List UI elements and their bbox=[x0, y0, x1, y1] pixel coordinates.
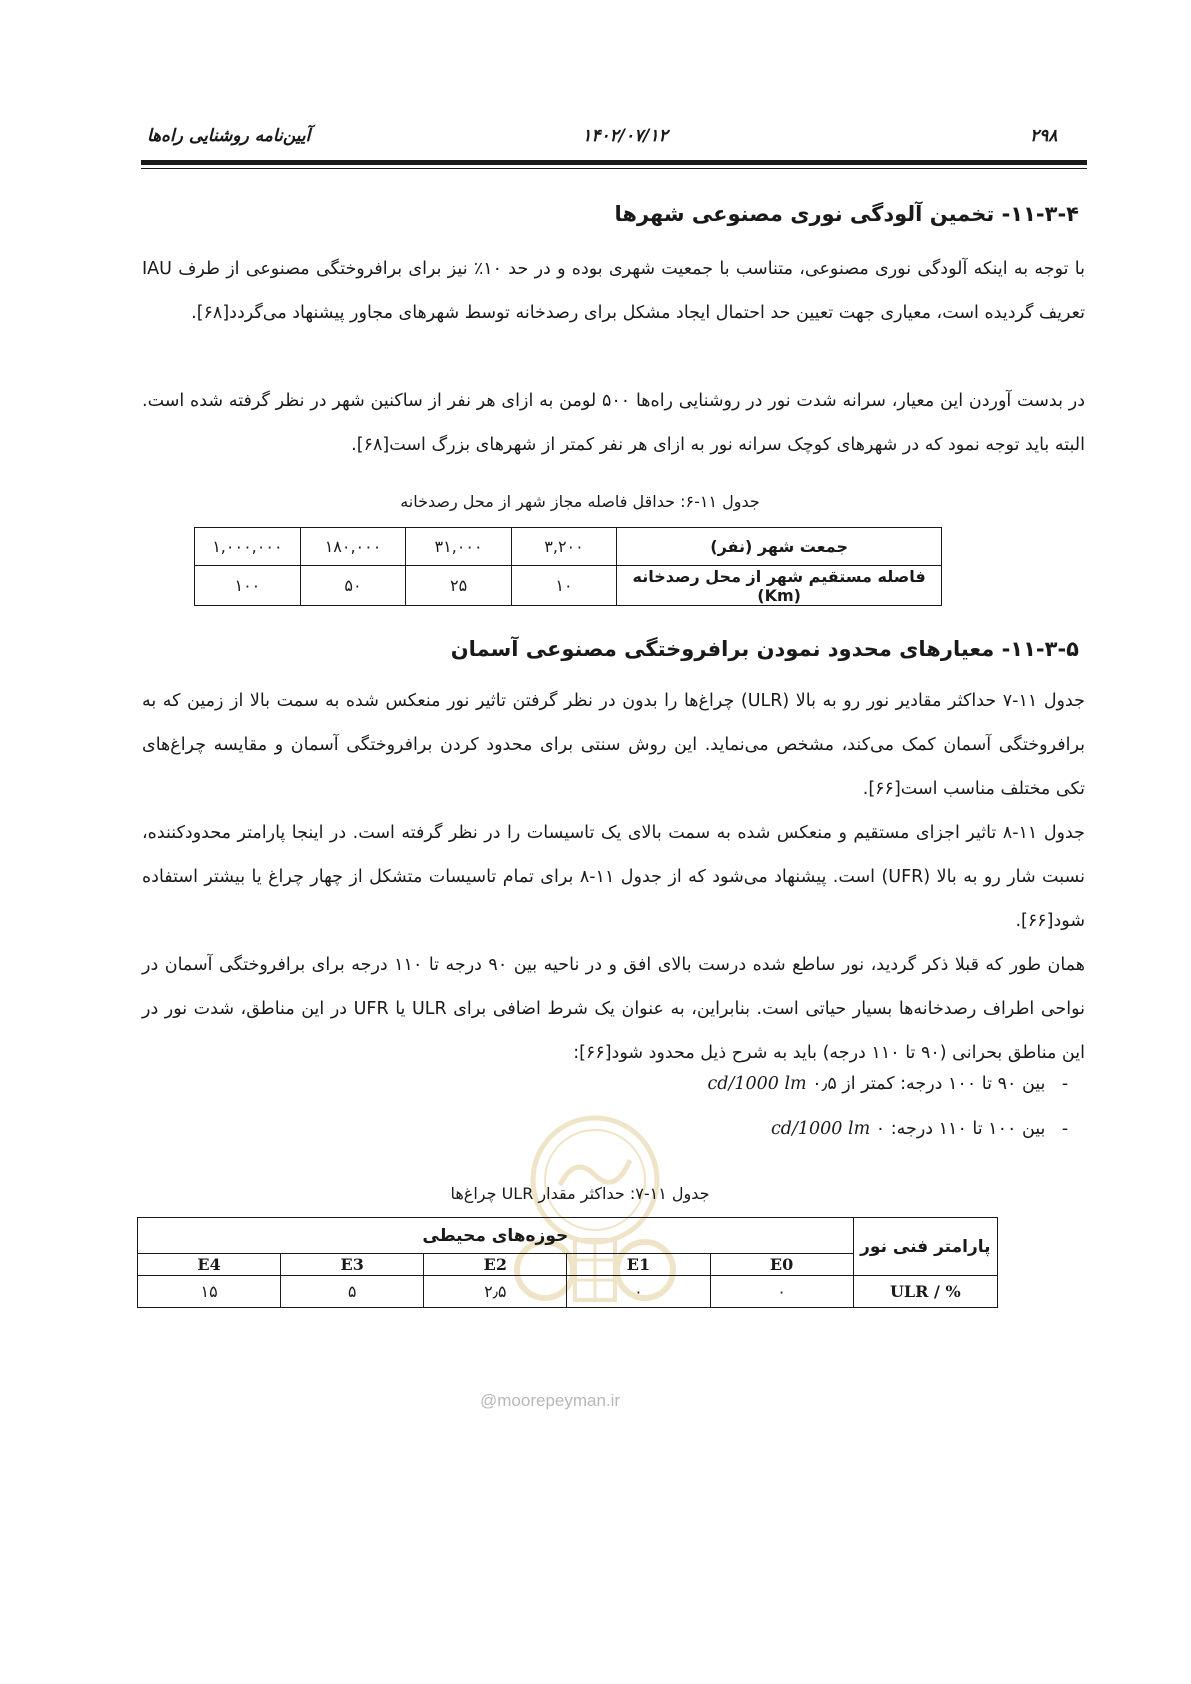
table-cell: ۳۱,۰۰۰ bbox=[406, 528, 512, 566]
bullet-text: بین ۹۰ تا ۱۰۰ درجه: کمتر از bbox=[842, 1074, 1046, 1094]
bullet-dash: - bbox=[1061, 1074, 1069, 1094]
table-cell: ۰ bbox=[567, 1276, 710, 1308]
bullet-dash: - bbox=[1061, 1119, 1069, 1139]
table-min-distance bbox=[194, 527, 942, 606]
running-title: آیین‌نامه روشنایی راه‌ها bbox=[147, 126, 311, 146]
table-row bbox=[138, 1276, 998, 1308]
table7-row-label: ULR / % bbox=[853, 1276, 997, 1308]
bullet-unit: cd/1000 lm bbox=[770, 1119, 871, 1139]
zone-header-e4: E4 bbox=[138, 1254, 281, 1276]
zone-header-e2: E2 bbox=[424, 1254, 567, 1276]
section-heading-5: ۱۱-۳-۵- معیارهای محدود نمودن برافروختگی مصنوعی آسمان bbox=[450, 637, 1079, 661]
table7-zones-header: حوزه‌های محیطی bbox=[138, 1218, 854, 1254]
zone-header-e3: E3 bbox=[281, 1254, 424, 1276]
table-row bbox=[195, 566, 942, 606]
bullet-text: بین ۱۰۰ تا ۱۱۰ درجه: bbox=[890, 1119, 1046, 1139]
section1-paragraph-2: در بدست آوردن این معیار، سرانه شدت نور در روشنایی راه‌ها ۵۰۰ لومن به ازای هر نفر از ساکنین شهر در نظر گرفته شده است. البته باید توجه نمود که در شهرهای کوچک سرانه نور به ازای هر نفر کمتر از شهرهای بزرگ است[۶۸]. bbox=[142, 391, 1085, 455]
header-rule bbox=[141, 160, 1087, 165]
bullet-value: ۰ bbox=[875, 1119, 886, 1139]
bullet-item bbox=[771, 1119, 1079, 1139]
section2-paragraph-1: جدول ۱۱-۷ حداکثر مقادیر نور رو به بالا (ULR) چراغ‌ها را بدون در نظر گرفتن تاثیر نور منعکس شده به سمت بالا از زمین که به برافروختگی آسمان کمک می‌کند، مشخص می‌نماید. این روش سنتی برای محدود کردن برافروختگی آسمان و مقایسه چراغ‌های تکی مختلف مناسب است[۶۶]. bbox=[142, 691, 1085, 799]
table-cell: ۱۸۰,۰۰۰ bbox=[300, 528, 406, 566]
table7-caption: جدول ۱۱-۷: حداکثر مقدار ULR چراغ‌ها bbox=[450, 1184, 710, 1203]
table-cell: ۳,۲۰۰ bbox=[511, 528, 616, 566]
table-cell: ۱۵ bbox=[138, 1276, 281, 1308]
table7-param-header: پارامتر فنی نور bbox=[853, 1218, 997, 1276]
table-cell: ۱,۰۰۰,۰۰۰ bbox=[195, 528, 301, 566]
bullet-unit: cd/1000 lm bbox=[707, 1074, 807, 1094]
watermark-url: @moorepeyman.ir bbox=[480, 1391, 621, 1410]
section1-paragraph-1: با توجه به اینکه آلودگی نوری مصنوعی، متناسب با جمعیت شهری بوده و در حد ۱۰٪ نیز برای برافروختگی مصنوعی از طرف IAU تعریف گردیده است، معیاری جهت تعیین حد احتمال ایجاد مشکل برای رصدخانه توسط شهرهای مجاور پیشنهاد می‌گردد[۶۸]. bbox=[142, 259, 1085, 323]
section-heading-4: ۱۱-۳-۴- تخمین آلودگی نوری مصنوعی شهرها bbox=[614, 202, 1079, 226]
table6-row2-label: فاصله مستقیم شهر از محل رصدخانه (Km) bbox=[617, 566, 942, 606]
section2-paragraph-3: همان طور که قبلا ذکر گردید، نور ساطع شده درست بالای افق و در ناحیه بین ۹۰ درجه تا ۱۱۰ درجه برای برافروختگی آسمان در نواحی اطراف رصدخانه‌ها بسیار حیاتی است. بنابراین، به عنوان یک شرط اضافی برای ULR یا UFR در این مناطق، شدت نور در این مناطق بحرانی (۹۰ تا ۱۱۰ درجه) باید به شرح ذیل محدود شود[۶۶]: bbox=[142, 955, 1086, 1063]
table-cell: ۵۰ bbox=[300, 566, 406, 606]
header-rule-thin bbox=[141, 168, 1087, 169]
table6-row1-label: جمعت شهر (نفر) bbox=[617, 528, 942, 566]
table-cell: ۱۰ bbox=[511, 566, 616, 606]
table-cell: ۱۰۰ bbox=[195, 566, 301, 606]
table-cell: ۲۵ bbox=[406, 566, 512, 606]
section2-paragraph-2: جدول ۱۱-۸ تاثیر اجزای مستقیم و منعکس شده به سمت بالای یک تاسیسات را در نظر گرفته است. در اینجا پارامتر محدودکننده، نسبت شار رو به بالا (UFR) است. پیشنهاد می‌شود که از جدول ۱۱-۸ برای تمام تاسیسات متشکل از چهار چراغ یا بیشتر استفاده شود[۶۶]. bbox=[142, 823, 1086, 931]
zone-header-e0: E0 bbox=[710, 1254, 853, 1276]
zone-header-e1: E1 bbox=[567, 1254, 710, 1276]
table-row bbox=[195, 528, 942, 566]
table-cell: ۵ bbox=[281, 1276, 424, 1308]
bullet-item bbox=[707, 1074, 1079, 1094]
table-cell: ۰ bbox=[710, 1276, 853, 1308]
bullet-value: ۰٫۵ bbox=[812, 1074, 837, 1094]
table-cell: ۲٫۵ bbox=[424, 1276, 567, 1308]
table-max-ulr bbox=[137, 1217, 998, 1308]
table6-caption: جدول ۱۱-۶: حداقل فاصله مجاز شهر از محل رصدخانه bbox=[400, 492, 760, 511]
table-row bbox=[138, 1218, 998, 1254]
page-number: ۲۹۸ bbox=[1030, 126, 1058, 146]
header-date: ۱۴۰۲/۰۷/۱۲ bbox=[582, 126, 668, 146]
